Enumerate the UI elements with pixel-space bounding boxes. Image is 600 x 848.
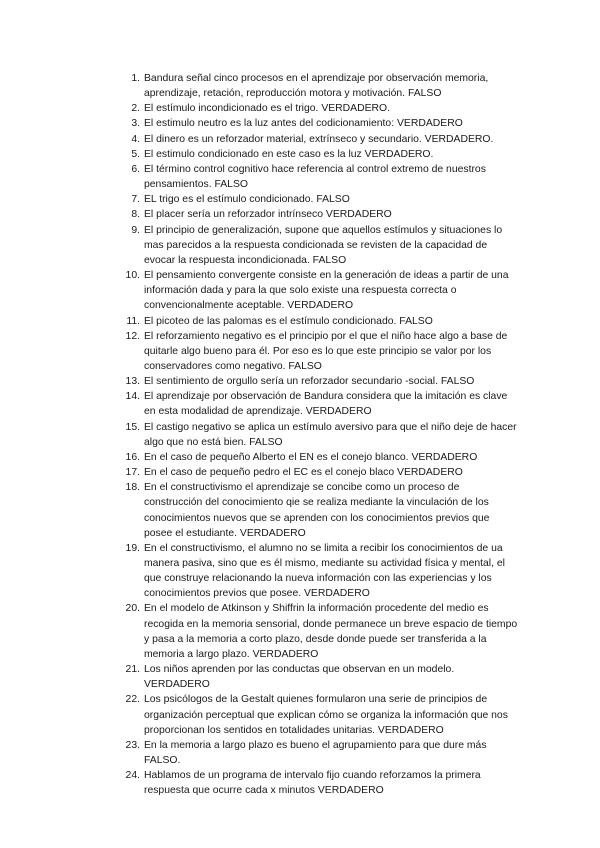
item-text: El reforzamiento negativo es el principio por el que el niño hace algo a base de quitarle algo bueno para él. Por eso es lo que este principio se valor por los conservadores como negativo. FALSO [144,330,508,372]
item-number: 8. [131,209,140,221]
list-item [120,192,520,207]
item-text: Los niños aprenden por las conductas que observan en un modelo. VERDADERO [144,664,455,691]
item-number: 14. [125,391,140,403]
item-number: 6. [131,163,140,175]
statement-list [120,71,520,799]
item-number: 1. [131,73,140,84]
list-item [120,374,520,389]
item-text: En el caso de pequeño Alberto el EN es el conejo blanco. VERDADERO [144,451,478,463]
list-item [120,541,520,602]
item-text: El estimulo condicionado en este caso es la luz VERDADERO. [144,148,434,160]
item-number: 4. [131,133,140,145]
list-item [120,147,520,162]
item-number: 23. [125,739,140,751]
item-text: En el modelo de Atkinson y Shiffrin la información procedente del medio es recogida en la memoria sensorial, donde permanece un breve espacio de tiempo y pasa a la memoria a corto plazo, desde donde puede ser transferida a la memoria a largo plazo. VERDADERO [144,603,518,660]
item-number: 13. [125,376,140,388]
list-item [120,71,520,101]
item-number: 16. [125,451,140,463]
list-item [120,738,520,768]
item-number: 20. [125,603,140,615]
list-item [120,420,520,450]
list-item [120,692,520,737]
item-text: El término control cognitivo hace referencia al control extremo de nuestros pensamientos. FALSO [144,163,486,191]
item-number: 9. [131,224,140,236]
item-text: En el constructivismo el aprendizaje se concibe como un proceso de construcción del conocimiento qie se realiza mediante la vinculación de los conocimientos nuevos que se aprenden con los conocimientos previos que posee el estudiante. VERDADERO [144,482,490,539]
item-text: El estímulo incondicionado es el trigo. VERDADERO. [144,103,391,115]
list-item [120,768,520,798]
list-item [120,480,520,541]
item-text: El castigo negativo se aplica un estímulo aversivo para que el niño deje de hacer algo que no está bien. FALSO [144,421,517,448]
item-text: El placer sería un reforzador intrínseco VERDADERO [144,209,392,221]
item-number: 3. [131,118,140,130]
item-text: En la memoria a largo plazo es bueno el agrupamiento para que dure más FALSO. [144,739,487,767]
list-item [120,329,520,374]
item-number: 10. [125,270,140,282]
list-item [120,268,520,313]
item-text: Los psicólogos de la Gestalt quienes formularon una serie de principios de organización perceptual que explican cómo se organiza la información que nos proporcionan los sentidos en totalidades unitarias. VERDADERO [144,694,508,736]
item-number: 15. [125,421,140,433]
item-number: 2. [131,103,140,115]
list-item [120,601,520,662]
item-text: El estimulo neutro es la luz antes del codicionamiento: VERDADERO [144,118,463,130]
list-item [120,101,520,116]
item-number: 7. [131,194,140,206]
list-item [120,389,520,419]
item-text: Bandura señal cinco procesos en el aprendizaje por observación memoria, aprendizaje, retación, reproducción motora y motivación. FALSO [144,73,489,100]
item-number: 11. [126,315,140,327]
item-number: 21. [125,664,140,676]
list-item [120,132,520,147]
list-item [120,116,520,131]
item-number: 17. [125,467,140,479]
item-text: El sentimiento de orgullo sería un reforzador secundario -social. FALSO [144,376,475,388]
item-text: En el constructivismo, el alumno no se limita a recibir los conocimientos de ua manera pasiva, sino que es él mismo, mediante su actividad física y mental, el que construye relacionando la nueva información con las experiencias y los conocimientos previos que posee. VERDADERO [144,542,505,600]
item-text: El dinero es un reforzador material, extrínseco y secundario. VERDADERO. [144,133,494,145]
item-number: 22. [125,694,140,706]
item-number: 24. [125,770,140,782]
item-number: 12. [125,330,140,342]
item-text: EL trigo es el estímulo condicionado. FALSO [144,194,350,206]
list-item [120,662,520,692]
list-item [120,162,520,192]
list-item [120,450,520,465]
item-text: El picoteo de las palomas es el estímulo condicionado. FALSO [144,315,433,327]
list-item [120,314,520,329]
item-number: 19. [125,542,140,554]
item-text: El pensamiento convergente consiste en la generación de ideas a partir de una información dada y para la que solo existe una respuesta correcta o convencionalmente aceptable. VERDADERO [144,270,509,312]
list-item [120,223,520,268]
list-item [120,207,520,222]
item-number: 5. [131,148,140,160]
item-text: El principio de generalización, supone que aquellos estímulos y situaciones lo mas parecidos a la respuesta condicionada se revisten de la capacidad de evocar la respuesta incondicionada. FALSO [144,224,503,266]
item-number: 18. [125,482,140,494]
item-text: El aprendizaje por observación de Bandura considera que la imitación es clave en esta modalidad de aprendizaje. VERDADERO [144,391,508,418]
item-text: En el caso de pequeño pedro el EC es el conejo blaco VERDADERO [144,467,463,479]
item-text: Hablamos de un programa de intervalo fijo cuando reforzamos la primera respuesta que ocurre cada x minutos VERDADERO [144,770,481,797]
list-item [120,465,520,480]
